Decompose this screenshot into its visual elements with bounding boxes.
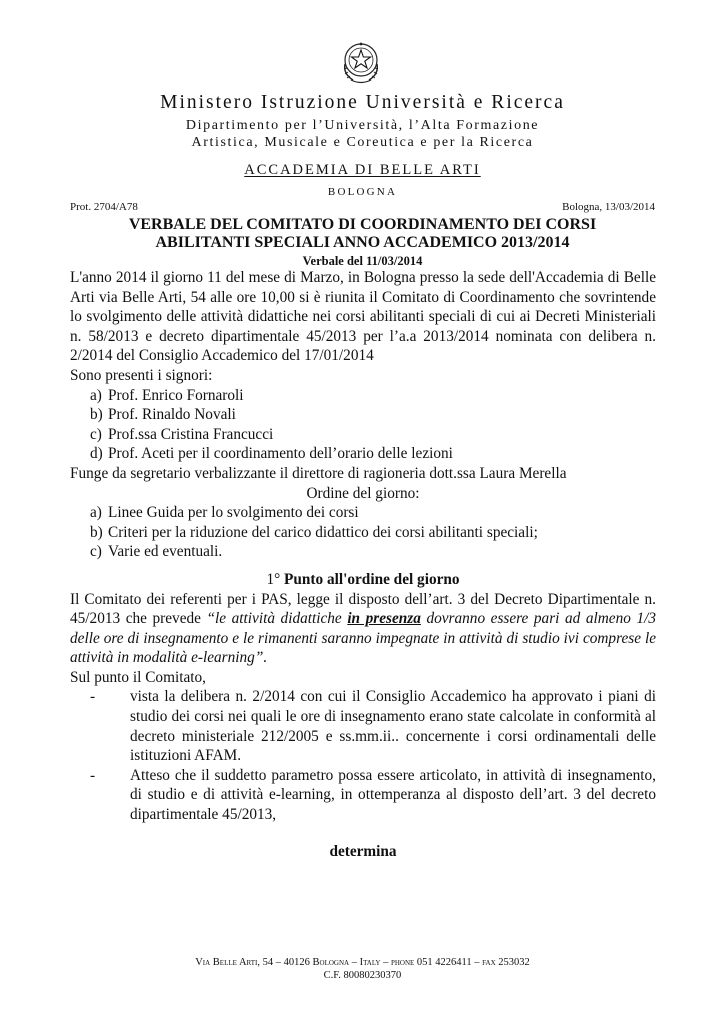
title-line-1: VERBALE DEL COMITATO DI COORDINAMENTO DEI CORSI [128, 216, 597, 233]
list-item [70, 425, 656, 445]
list-item-text: Prof.ssa Cristina Francucci [108, 425, 274, 443]
present-list [70, 386, 656, 464]
list-item-text: Criteri per la riduzione del carico didattico dei corsi abilitanti speciali; [108, 523, 538, 541]
list-dash: - [90, 688, 96, 706]
italian-republic-emblem-icon [339, 38, 383, 86]
agenda-list [70, 503, 656, 562]
department-line-2: Artistica, Musicale e Coreutica e per la Ricerca [191, 135, 534, 150]
point-paragraph [70, 590, 656, 668]
list-item-text: Prof. Enrico Fornaroli [108, 386, 244, 404]
list-item-text: Prof. Rinaldo Novali [108, 406, 236, 424]
document-title [60, 216, 665, 252]
list-item-text: Prof. Aceti per il coordinamento dell’orario delle lezioni [108, 445, 453, 463]
list-item-text: vista la delibera n. 2/2014 con cui il Consiglio Accademico ha approvato i piani di studio dei corsi nei quali le ore di insegnamento erano state calcolate in conformità al decreto ministeriale 212/2005 e ss.mm.ii.. concernente i corsi ordinamentali delle istituzioni AFAM. [130, 688, 656, 765]
document-subtitle: Verbale del 11/03/2014 [302, 254, 423, 268]
list-marker: b) [90, 406, 103, 424]
agenda-title: Ordine del giorno: [306, 484, 420, 502]
list-item [70, 444, 656, 464]
list-item-text: Linee Guida per lo svolgimento dei corsi [108, 504, 359, 522]
quote-end: dovranno essere pari ad almeno 1/3 delle ore di insegnamento e le rimanenti saranno impegnate in attività di studio ivi comprese le attività in modalità e-learning”. [70, 610, 657, 667]
list-item-text: Atteso che il suddetto parametro possa essere articolato, in attività di insegnamento, di studio e di attività e-learning, in ottemperanza al disposto dell’art. 3 del decreto dipartimentale 45/2013, [130, 766, 656, 824]
committee-label: Sul punto il Comitato, [70, 668, 206, 686]
list-marker: d) [90, 445, 103, 463]
department-name [0, 117, 725, 151]
point-title: Punto all'ordine del giorno [284, 570, 460, 588]
ministry-name: Ministero Istruzione Università e Ricerca [160, 92, 565, 113]
list-item [70, 542, 656, 562]
list-marker: a) [90, 504, 102, 522]
list-item-text: Varie ed eventuali. [108, 543, 223, 561]
academy-name [0, 162, 725, 179]
list-marker: c) [90, 543, 102, 561]
title-line-2: ABILITANTI SPECIALI ANNO ACCADEMICO 2013/2014 [155, 234, 570, 251]
intro-paragraph: L'anno 2014 il giorno 11 del mese di Marzo, in Bologna presso la sede dell'Accademia di Belle Arti via Belle Arti, 54 alle ore 10,00 si è riunita il Comitato di Coordinamento che sovrintende lo svolgimento delle attività didattiche nei corsi abilitanti speciali di cui ai Decreti Ministeriali n. 58/2013 e decreto dipartimentale 45/2013 per l’a.a 2013/2014 nominata con delibera n. 2/2014 del Consiglio Accademico del 17/01/2014 [70, 269, 656, 365]
quote-start: “le attività didattiche [206, 610, 348, 628]
academy-city: BOLOGNA [327, 186, 398, 198]
point-heading [70, 570, 656, 590]
list-item [70, 405, 656, 425]
footer-address: Via Belle Arti, 54 – 40126 Bologna – Italy – phone 051 4226411 – fax 253032 [195, 957, 530, 968]
list-item [70, 687, 656, 765]
department-line-1: Dipartimento per l’Università, l’Alta Formazione [185, 118, 540, 133]
list-marker: a) [90, 386, 102, 404]
list-item [70, 503, 656, 523]
list-dash: - [90, 766, 96, 784]
present-label: Sono presenti i signori: [70, 366, 213, 384]
protocol-number: Prot. 2704/A78 [70, 201, 138, 213]
point-text: Il Comitato dei referenti per i PAS, legge il disposto dell’art. 3 del Decreto Dipartimentale n. 45/2013 che prevede [70, 590, 656, 628]
academy-name-text: ACCADEMIA DI BELLE ARTI [244, 162, 481, 178]
list-item [70, 766, 656, 825]
document-date: Bologna, 13/03/2014 [562, 201, 655, 213]
list-item [70, 386, 656, 406]
secretary-paragraph: Funge da segretario verbalizzante il direttore di ragioneria dott.ssa Laura Merella [70, 464, 567, 482]
list-item [70, 523, 656, 543]
considerations-list [70, 687, 656, 824]
footer-tax-code: C.F. 80080230370 [323, 970, 402, 981]
point-number: 1° [266, 570, 281, 588]
document-body [70, 268, 656, 861]
page-footer [0, 956, 725, 982]
list-marker: b) [90, 523, 103, 541]
list-marker: c) [90, 425, 102, 443]
quote-emphasis: in presenza [347, 610, 421, 628]
determina-heading: determina [329, 842, 397, 860]
